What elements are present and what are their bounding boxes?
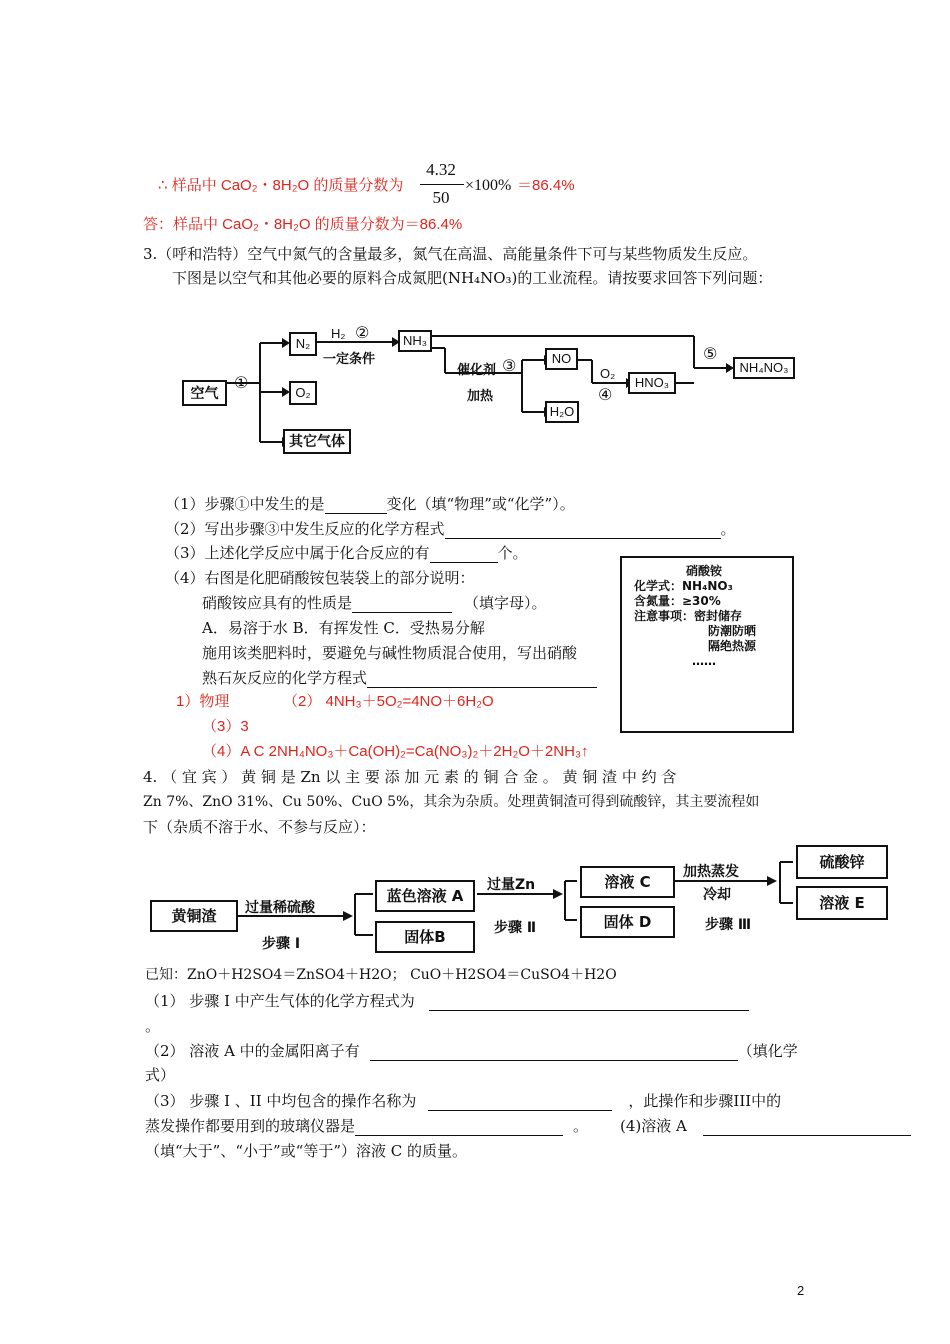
flow-step5-label: ⑤	[703, 346, 718, 363]
flow-excess-acid-label: 过量稀硫酸	[245, 900, 315, 916]
flow-condition-label: 一定条件	[323, 351, 376, 366]
q4-sub3-blank[interactable]	[428, 1110, 612, 1111]
flow-step3-label-q4: 步骤 Ⅲ	[705, 917, 752, 933]
q4-sub4-blank[interactable]	[703, 1135, 911, 1136]
flow-air-box: 空气	[182, 380, 227, 406]
flow-no-box: NO	[545, 348, 578, 370]
q4-sub3-suffix: ，此操作和步骤III中的	[628, 1092, 782, 1110]
q4-line2: Zn 7%、ZnO 31%、Cu 50%、CuO 5%，其余为杂质。处理黄铜渣可得到硫酸锌，其主要流程如	[143, 794, 760, 810]
flow-step1-label: ①	[234, 375, 249, 392]
package-notice3: 隔绝热源	[708, 639, 757, 653]
q3-sub4-line2-suffix: （填字母）。	[464, 594, 547, 612]
q3-sub2	[165, 519, 736, 539]
times-percent: ×100%	[465, 177, 512, 194]
q3-sub2-blank[interactable]	[445, 538, 721, 539]
q3-answer3: （3）3	[202, 718, 249, 735]
package-title: 硝酸铵	[686, 564, 723, 578]
flow-solid-d-box: 固体 D	[580, 906, 675, 938]
q4-sub1-text: （1） 步骤 I 中产生气体的化学方程式为	[145, 992, 415, 1010]
package-notice2: 防潮防晒	[708, 624, 757, 638]
flow-step1-label-q4: 步骤 I	[262, 936, 301, 952]
q4-sub3-line2-prefix: 蒸发操作都要用到的玻璃仪器是	[145, 1117, 356, 1135]
q3-sub4-line2	[202, 593, 547, 613]
flow-nh3-box: NH₃	[398, 330, 432, 352]
q3-sub4-line4: 施用该类肥料时，要避免与碱性物质混合使用，写出硝酸	[202, 644, 578, 662]
q3-sub3-blank[interactable]	[430, 562, 498, 563]
flow-other-gas-box: 其它气体	[283, 429, 351, 454]
q3-sub3	[165, 543, 528, 563]
flow-o2-box: O₂	[289, 381, 317, 405]
flow-solution-e-box: 溶液 E	[796, 886, 888, 920]
q4-sub3-line2-blank[interactable]	[355, 1135, 563, 1136]
q3-sub4-line2-prefix: 硝酸铵应具有的性质是	[202, 594, 353, 612]
q3-sub4-blank[interactable]	[352, 612, 452, 613]
package-notice: 注意事项：密封储存	[634, 609, 743, 623]
q3-sub1-suffix: 变化（填“物理”或“化学”）。	[386, 495, 575, 513]
flow-zinc-sulfate-box: 硫酸锌	[796, 845, 888, 879]
q4-sub4-end: （填“大于”、“小于”或“等于”）溶液 C 的质量。	[145, 1142, 468, 1160]
flow-hno3-box: HNO₃	[628, 372, 676, 394]
answer-line: 答：样品中 CaO₂・8H₂O 的质量分数为＝86.4%	[143, 216, 463, 233]
q4-sub2-suffix: （填化学	[737, 1042, 798, 1060]
flow-solution-c-box: 溶液 C	[580, 866, 675, 898]
q4-sub2-blank[interactable]	[370, 1060, 738, 1061]
q4-sub1	[145, 991, 749, 1011]
flow-step2-label-q4: 步骤 Ⅱ	[494, 920, 537, 936]
fraction-denominator: 50	[432, 188, 450, 207]
answer-therefore-line: ∴ 样品中 CaO₂・8H₂O 的质量分数为	[158, 177, 404, 194]
flow-h2o-box: H₂O	[545, 401, 579, 423]
q3-answer2: （2） 4NH₃＋5O₂=4NO＋6H₂O	[283, 693, 494, 710]
flow-catalyst-label: 催化剂	[457, 362, 497, 377]
q4-sub2	[145, 1041, 798, 1061]
q3-options: A．易溶于水 B．有挥发性 C．受热易分解	[202, 619, 485, 637]
q3-sub4-line5	[202, 668, 597, 688]
flow-solid-b-box: 固体B	[375, 921, 475, 953]
q3-line1: 3.（呼和浩特）空气中氮气的含量最多，氮气在高温、高能量条件下可与某些物质发生反应。	[143, 245, 758, 263]
flow-blue-solution-box: 蓝色溶液 A	[375, 880, 475, 912]
q4-sub4-prefix: (4)溶液 A	[620, 1117, 687, 1135]
q3-sub3-prefix: （3）上述化学反应中属于化合反应的有	[165, 544, 430, 562]
flow-heat-evap-label: 加热蒸发	[683, 864, 739, 880]
q4-sub3-prefix: （3） 步骤 I 、II 中均包含的操作名称为	[145, 1092, 417, 1110]
flow-step4-label: ④	[598, 387, 613, 404]
page-number: 2	[797, 1283, 805, 1298]
flow-excess-zn-label: 过量Zn	[487, 877, 536, 893]
flow-heating-label: 加热	[467, 388, 494, 403]
q3-sub1	[165, 494, 575, 514]
flow-h2-label: H₂	[331, 326, 346, 341]
answer-result: ＝86.4%	[517, 177, 575, 194]
flow-step2-label: ②	[355, 325, 370, 342]
flow-nh4no3-box: NH₄NO₃	[733, 357, 795, 379]
q3-sub1-prefix: （1）步骤①中发生的是	[165, 495, 325, 513]
q3-answer4: （4）A C 2NH₄NO₃＋Ca(OH)₂=Ca(NO₃)₂＋2H₂O＋2NH₃↑	[202, 743, 589, 760]
flow-step3-label: ③	[502, 358, 517, 375]
q3-sub4-line1: （4）右图是化肥硝酸铵包装袋上的部分说明：	[165, 569, 475, 587]
q4-sub2-prefix: （2） 溶液 A 中的金属阳离子有	[145, 1042, 360, 1060]
q4-line3: 下（杂质不溶于水、不参与反应）：	[143, 818, 376, 836]
q4-known: 已知：ZnO＋H2SO4＝ZnSO4＋H2O； CuO＋H2SO4＝CuSO4＋H2O	[145, 967, 617, 983]
fraction-numerator: 4.32	[426, 160, 456, 179]
package-label-box	[620, 556, 794, 733]
q4-line1: 4. （ 宜 宾 ） 黄 铜 是 Zn 以 主 要 添 加 元 素 的 铜 合 金 。 黄 铜 渣 中 约 含	[143, 768, 677, 786]
q3-line2: 下图是以空气和其他必要的原料合成氮肥(NH₄NO₃)的工业流程。请按要求回答下列问题：	[172, 269, 773, 287]
flow-brass-slag-box: 黄铜渣	[150, 900, 238, 932]
q4-sub3-line2	[145, 1116, 911, 1136]
q4-sub1-end: 。	[145, 1017, 161, 1035]
fraction-bar	[420, 184, 464, 185]
q4-sub1-blank[interactable]	[429, 1010, 749, 1011]
q3-sub3-suffix: 个。	[497, 544, 528, 562]
package-dots: ……	[692, 654, 716, 668]
q4-sub3	[145, 1091, 781, 1111]
q4-sub3-line2-mid: 。	[573, 1117, 589, 1135]
q3-sub4-line5-text: 熟石灰反应的化学方程式	[202, 669, 368, 687]
q3-answer1: 1）物理	[176, 693, 230, 710]
package-nitrogen: 含氮量：≥30%	[634, 594, 721, 608]
q4-sub2-end: 式）	[145, 1066, 176, 1084]
q3-sub2-prefix: （2）写出步骤③中发生反应的化学方程式	[165, 520, 445, 538]
q3-sub2-suffix: 。	[720, 520, 736, 538]
flow-o2-label: O₂	[600, 366, 616, 381]
flow-n2-box: N₂	[289, 332, 317, 356]
q3-sub1-blank[interactable]	[325, 513, 387, 514]
q3-sub4-eq-blank[interactable]	[367, 687, 597, 688]
package-formula: 化学式：NH₄NO₃	[634, 579, 733, 593]
flow-cool-label: 冷却	[703, 887, 731, 903]
